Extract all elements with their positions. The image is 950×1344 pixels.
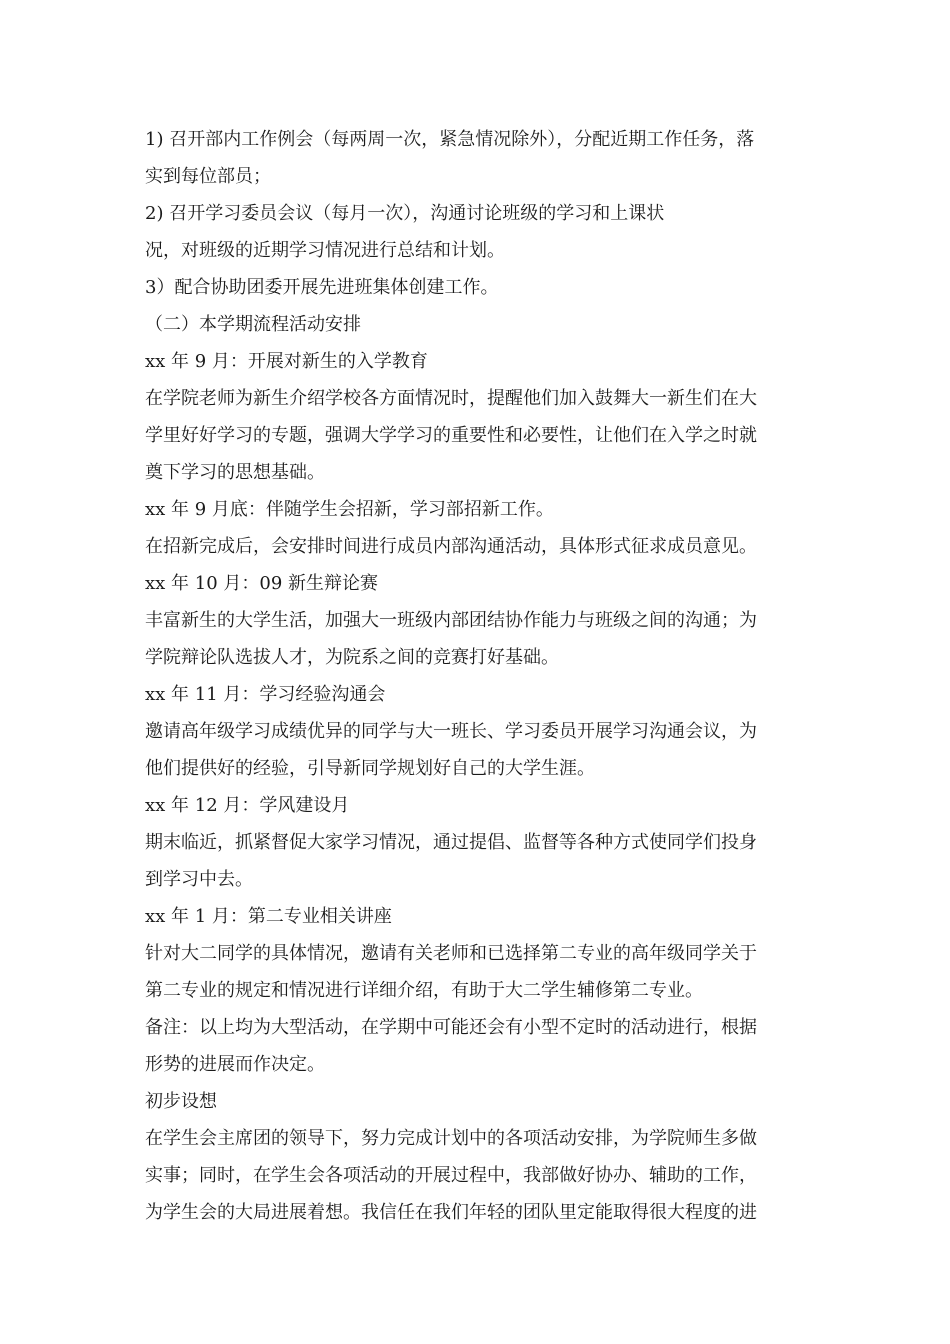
text-line: 1) 召开部内工作例会（每两周一次，紧急情况除外），分配近期工作任务，落 [145,129,755,150]
text-line: 第二专业的规定和情况进行详细介绍，有助于大二学生辅修第二专业。 [145,980,703,1001]
section-heading: 初步设想 [145,1091,217,1112]
text-line: 邀请高年级学习成绩优异的同学与大一班长、学习委员开展学习沟通会议，为 [145,721,757,742]
note-line: 形势的进展而作决定。 [145,1054,325,1075]
schedule-heading: xx 年 10 月：09 新生辩论赛 [145,573,378,594]
text-line: 学院辩论队选拔人才，为院系之间的竞赛打好基础。 [145,647,559,668]
schedule-heading: xx 年 12 月：学风建设月 [145,795,350,816]
text-line: 况，对班级的近期学习情况进行总结和计划。 [145,240,505,261]
text-line: 到学习中去。 [145,869,253,890]
text-line: 他们提供好的经验，引导新同学规划好自己的大学生涯。 [145,758,595,779]
text-line: 实到每位部员； [145,166,271,187]
schedule-heading: xx 年 11 月：学习经验沟通会 [145,684,386,705]
document-body [145,121,810,1231]
schedule-heading: xx 年 9 月底：伴随学生会招新，学习部招新工作。 [145,499,554,520]
text-line: 3）配合协助团委开展先进班集体创建工作。 [145,277,499,298]
text-line: 针对大二同学的具体情况，邀请有关老师和已选择第二专业的高年级同学关于 [145,943,757,964]
schedule-heading: xx 年 9 月：开展对新生的入学教育 [145,351,428,372]
text-line: 在招新完成后，会安排时间进行成员内部沟通活动，具体形式征求成员意见。 [145,536,757,557]
text-line: 为学生会的大局进展着想。我信任在我们年轻的团队里定能取得很大程度的进 [145,1202,757,1223]
text-line: 实事；同时，在学生会各项活动的开展过程中，我部做好协办、辅助的工作， [145,1165,757,1186]
schedule-heading: xx 年 1 月：第二专业相关讲座 [145,906,392,927]
text-line: 2) 召开学习委员会议（每月一次），沟通讨论班级的学习和上课状 [145,203,665,224]
text-line: 期末临近，抓紧督促大家学习情况，通过提倡、监督等各种方式使同学们投身 [145,832,757,853]
text-line: 丰富新生的大学生活，加强大一班级内部团结协作能力与班级之间的沟通；为 [145,610,757,631]
section-heading: （二）本学期流程活动安排 [145,314,361,335]
text-line: 学里好好学习的专题，强调大学学习的重要性和必要性，让他们在入学之时就 [145,425,757,446]
text-line: 在学生会主席团的领导下，努力完成计划中的各项活动安排，为学院师生多做 [145,1128,757,1149]
text-line: 在学院老师为新生介绍学校各方面情况时，提醒他们加入鼓舞大一新生们在大 [145,388,757,409]
text-line: 奠下学习的思想基础。 [145,462,325,483]
note-line: 备注：以上均为大型活动，在学期中可能还会有小型不定时的活动进行，根据 [145,1017,757,1038]
